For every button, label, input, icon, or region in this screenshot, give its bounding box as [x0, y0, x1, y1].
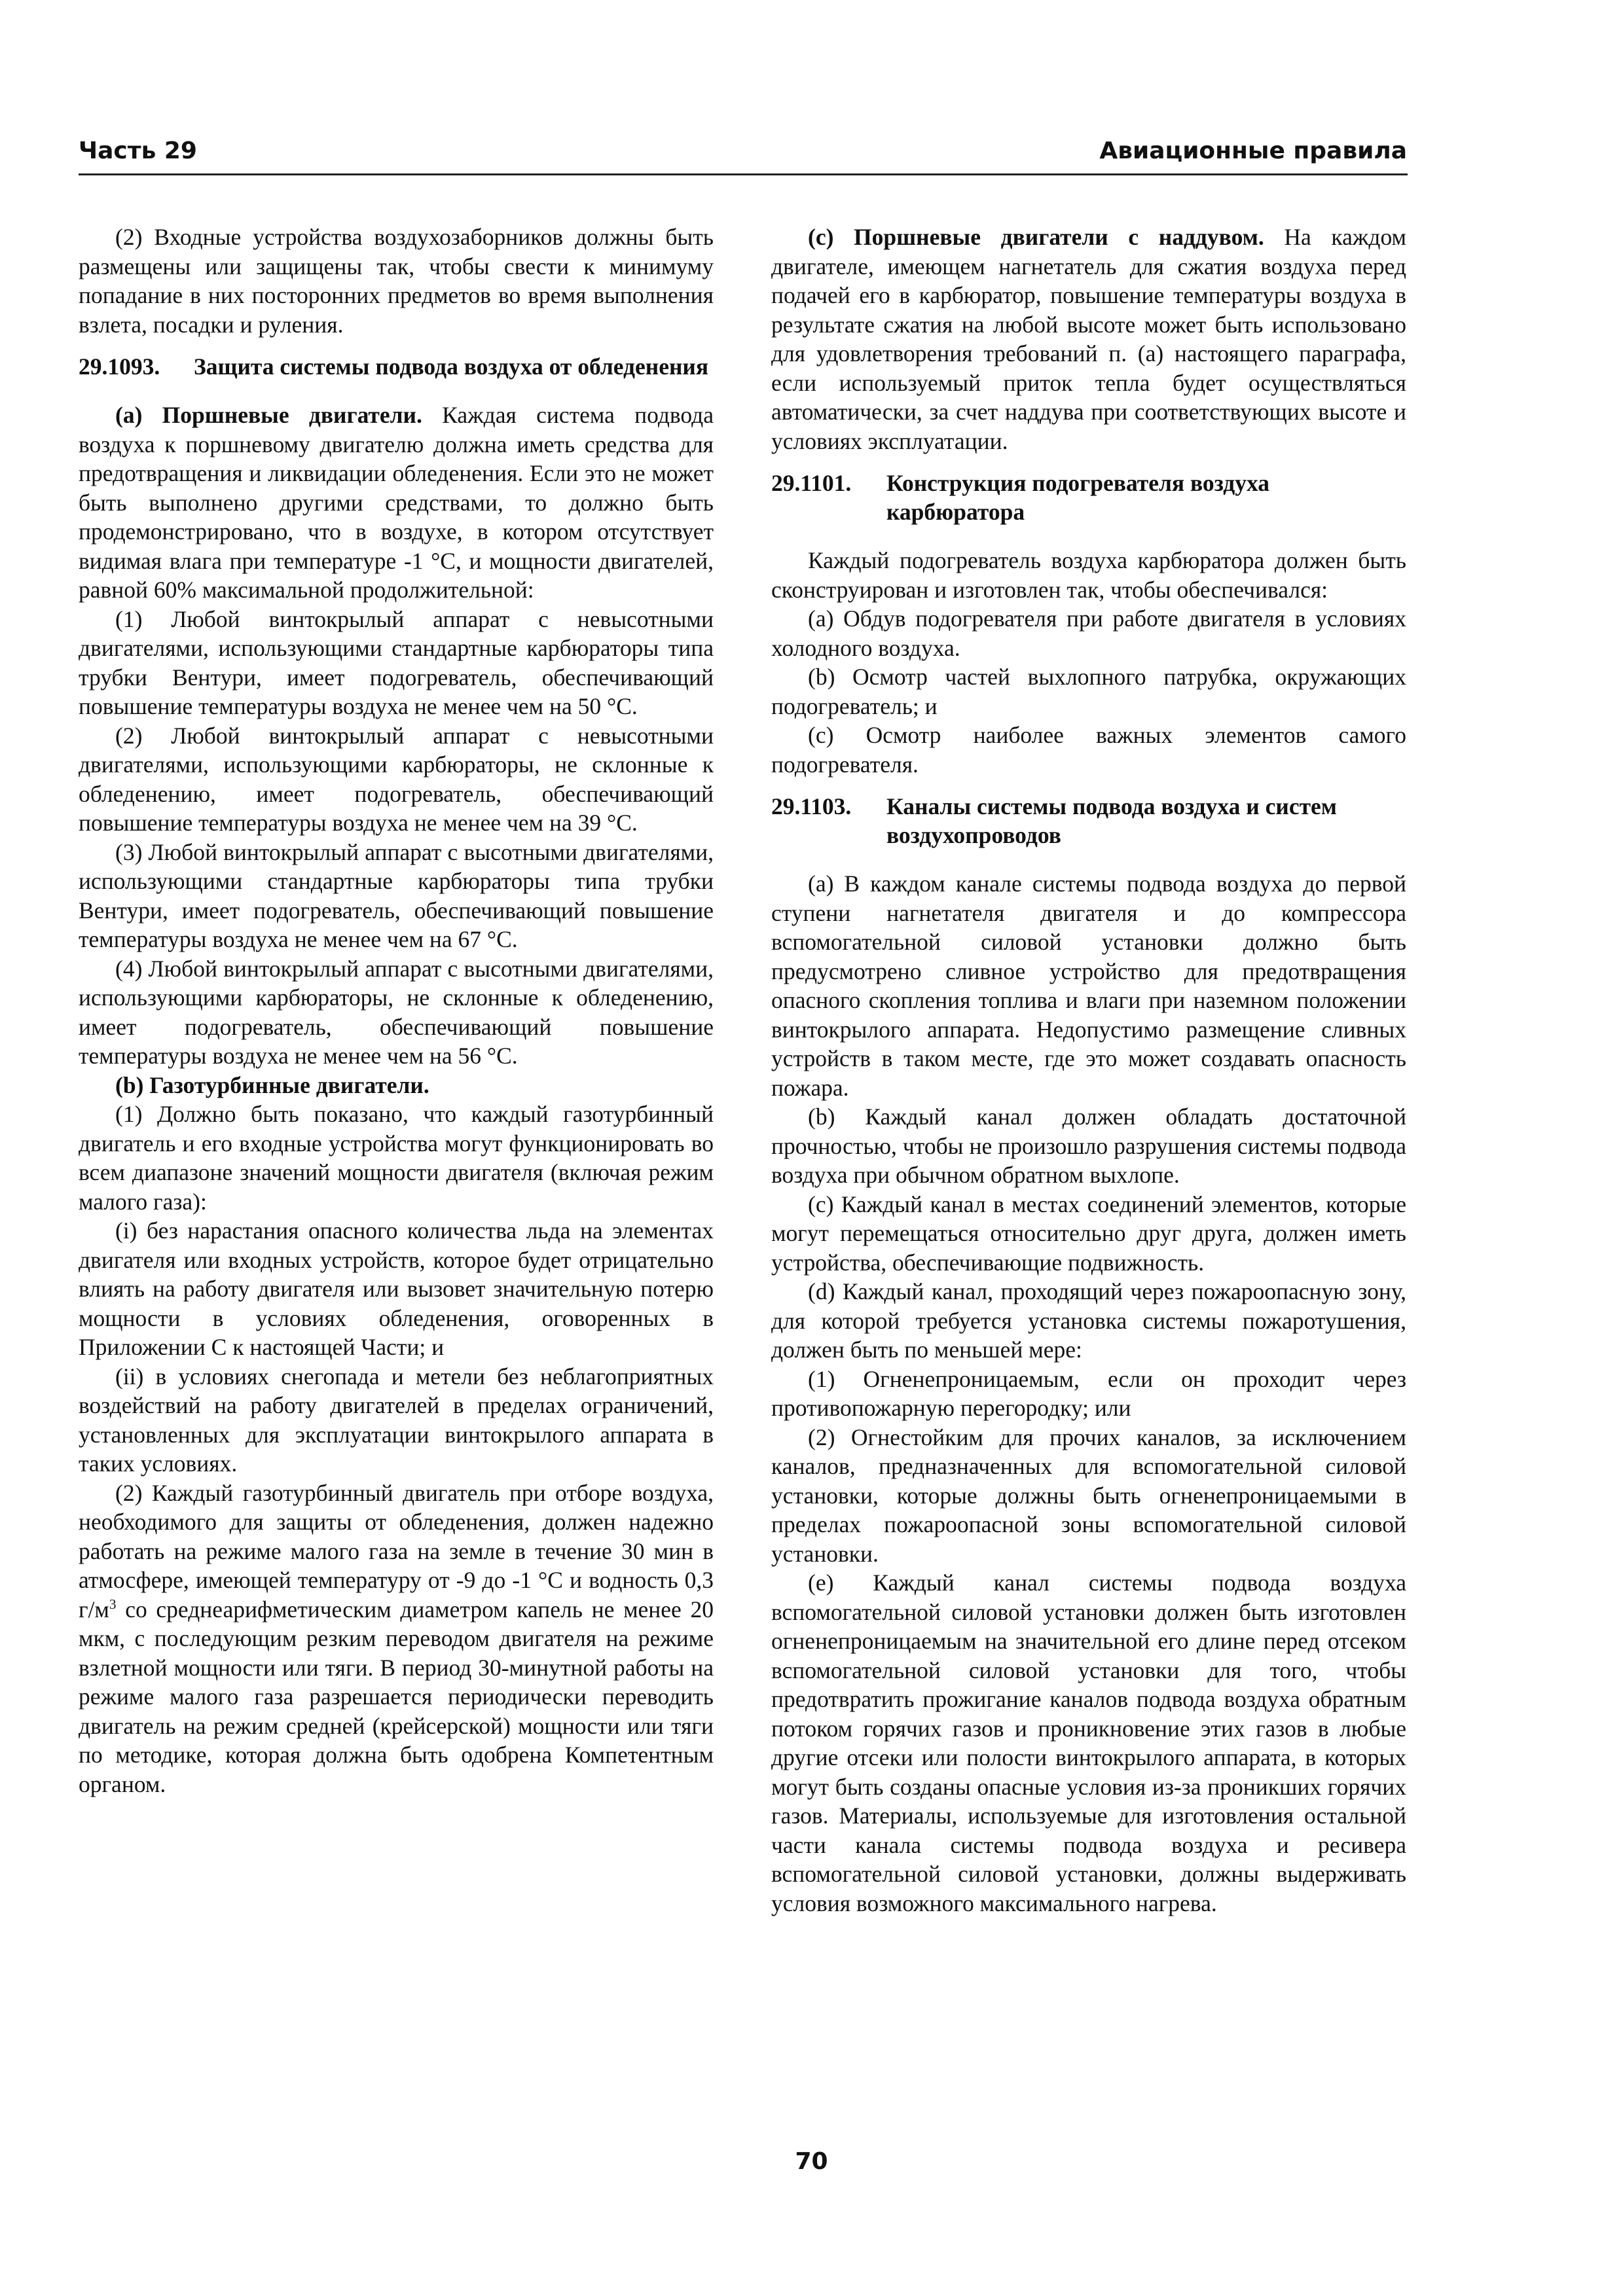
section-heading-29-1103: [771, 792, 1406, 850]
header-document-title: Авиационные правила: [1099, 137, 1407, 164]
page-number: 70: [795, 2148, 828, 2175]
paragraph-text: (2) Каждый газотурбинный двигатель при отборе воздуха, необходимого для защиты от обледенения, должен надежно работать на режиме малого газа на земле в течение 30 мин в атмосфере, имеющей температуру от -9 до -1 °С и водность 0,3 г/м: [79, 1479, 714, 1623]
paragraph-text: Каждая система подвода воздуха к поршневому двигателю должна иметь средства для предотвращения и ликвидации обледенения. Если это не может быть выполнено другими средствами, то должно быть продемонстрировано, что в воздухе, в котором отсутствует видимая влага при температуре -1 °С, и мощности двигателей, равной 60% максимальной продолжительной:: [79, 402, 714, 603]
header-divider: [79, 173, 1408, 175]
paragraph: (a) Обдув подогревателя при работе двигателя в условиях холодного воздуха.: [771, 605, 1406, 661]
section-number: 29.1101.: [771, 470, 852, 496]
section-title: Каналы системы подвода воздуха и систем воздухопроводов: [886, 793, 1337, 848]
section-number: 29.1103.: [771, 793, 852, 819]
section-heading-29-1093: [79, 352, 714, 381]
paragraph: (4) Любой винтокрылый аппарат с высотными двигателями, использующими карбюраторы, не склонные к обледенению, имеет подогреватель, обеспечивающий повышение температуры воздуха не менее чем на 56 °С.: [79, 955, 714, 1069]
header-part-label: Часть 29: [79, 137, 197, 164]
superscript: 3: [109, 1596, 117, 1612]
paragraph: (e) Каждый канал системы подвода воздуха вспомогательной силовой установки должен быть изготовлен огненепроницаемым на значительной его длине перед отсеком вспомогательной силовой установки для того, чтобы предотвратить прожигание каналов подвода воздуха обратным потоком горячих газов и проникновение этих газов в любые другие отсеки или полости винтокрылого аппарата, в которых могут быть созданы опасные условия из-за проникших горячих газов. Материалы, используемые для изготовления остальной части канала системы подвода воздуха и ресивера вспомогательной силовой установки, должны выдерживать условия возможного максимального нагрева.: [771, 1570, 1406, 1916]
paragraph: (2) Огнестойким для прочих каналов, за исключением каналов, предназначенных для вспомогательной силовой установки, которые должны быть огненепроницаемыми в пределах пожароопасной зоны вспомогательной силовой установки.: [771, 1424, 1406, 1567]
paragraph: (a) В каждом канале системы подвода воздуха до первой ступени нагнетателя двигателя и до компрессора вспомогательной силовой установки должно быть предусмотрено сливное устройство для предотвращения опасного скопления топлива и влаги при наземном положении винтокрылого аппарата. Недопустимо размещение сливных устройств в таком месте, где это может создавать опасность пожара.: [771, 870, 1406, 1101]
paragraph: [79, 1479, 714, 1799]
paragraph: (d) Каждый канал, проходящий через пожароопасную зону, для которой требуется установка системы пожаротушения, должен быть по меньшей мере:: [771, 1278, 1406, 1363]
section-title: Защита системы подвода воздуха от обледенения: [194, 353, 709, 380]
paragraph: (1) Любой винтокрылый аппарат с невысотными двигателями, использующими стандартные карбюраторы типа трубки Вентури, имеет подогреватель, обеспечивающий повышение температуры воздуха не менее чем на 50 °С.: [79, 605, 714, 719]
paragraph-lead: (c) Поршневые двигатели с наддувом.: [808, 224, 1264, 250]
paragraph: (b) Каждый канал должен обладать достаточной прочностью, чтобы не произошло разрушения системы подвода воздуха при обычном обратном выхлопе.: [771, 1103, 1406, 1188]
left-column: [79, 223, 714, 1799]
paragraph: [79, 401, 714, 605]
paragraph-lead: (a) Поршневые двигатели.: [115, 402, 422, 428]
paragraph: (1) Должно быть показано, что каждый газотурбинный двигатель и его входные устройства могут функционировать во всем диапазоне значений мощности двигателя (включая режим малого газа):: [79, 1101, 714, 1215]
paragraph: (2) Любой винтокрылый аппарат с невысотными двигателями, использующими карбюраторы, не склонные к обледенению, имеет подогреватель, обеспечивающий повышение температуры воздуха не менее чем на 39 °С.: [79, 722, 714, 836]
paragraph: (3) Любой винтокрылый аппарат с высотными двигателями, использующими стандартные карбюраторы типа трубки Вентури, имеет подогреватель, обеспечивающий повышение температуры воздуха не менее чем на 67 °С.: [79, 838, 714, 952]
paragraph-text: со среднеарифметическим диаметром капель не менее 20 мкм, с последующим резким переводом двигателя на режиме взлетной мощности или тяги. В период 30-минутной работы на режиме малого газа разрешается периодически переводить двигатель на режим средней (крейсерской) мощности или тяги по методике, которая должна быть одобрена Компетентным органом.: [79, 1596, 714, 1797]
paragraph: [771, 223, 1406, 456]
section-heading-29-1101: [771, 469, 1406, 526]
section-number: 29.1093.: [79, 353, 160, 380]
paragraph: (c) Каждый канал в местах соединений элементов, которые могут перемещаться относительно друг друга, должен иметь устройства, обеспечивающие подвижность.: [771, 1191, 1406, 1276]
right-column: [771, 223, 1406, 1918]
paragraph-text: На каждом двигателе, имеющем нагнетатель для сжатия воздуха перед подачей его в карбюратор, повышение температуры воздуха в результате сжатия на любой высоте может быть использовано для удовлетворения требований п. (a) настоящего параграфа, если используемый приток тепла будет осуществляться автоматически, за счет наддува при соответствующих высоте и условиях эксплуатации.: [771, 224, 1406, 454]
paragraph: (c) Осмотр наиболее важных элементов самого подогревателя.: [771, 722, 1406, 778]
paragraph: (1) Огненепроницаемым, если он проходит через противопожарную перегородку; или: [771, 1365, 1406, 1421]
paragraph-lead: (b) Газотурбинные двигатели.: [115, 1071, 429, 1098]
paragraph: (2) Входные устройства воздухозаборников должны быть размещены или защищены так, чтобы свести к минимуму попадание в них посторонних предметов во время выполнения взлета, посадки и руления.: [79, 224, 714, 338]
paragraph: (i) без нарастания опасного количества льда на элементах двигателя или входных устройств, которое будет отрицательно влиять на работу двигателя или вызовет значительную потерю мощности в условиях обледенения, оговоренных в Приложении С к настоящей Части; и: [79, 1217, 714, 1360]
paragraph: (ii) в условиях снегопада и метели без неблагоприятных воздействий на работу двигателей в пределах ограничений, установленных для эксплуатации винтокрылого аппарата в таких условиях.: [79, 1363, 714, 1477]
section-title: Конструкция подогревателя воздуха карбюратора: [886, 470, 1270, 525]
paragraph: (b) Осмотр частей выхлопного патрубка, окружающих подогреватель; и: [771, 664, 1406, 719]
paragraph: Каждый подогреватель воздуха карбюратора должен быть сконструирован и изготовлен так, чтобы обеспечивался:: [771, 547, 1406, 603]
